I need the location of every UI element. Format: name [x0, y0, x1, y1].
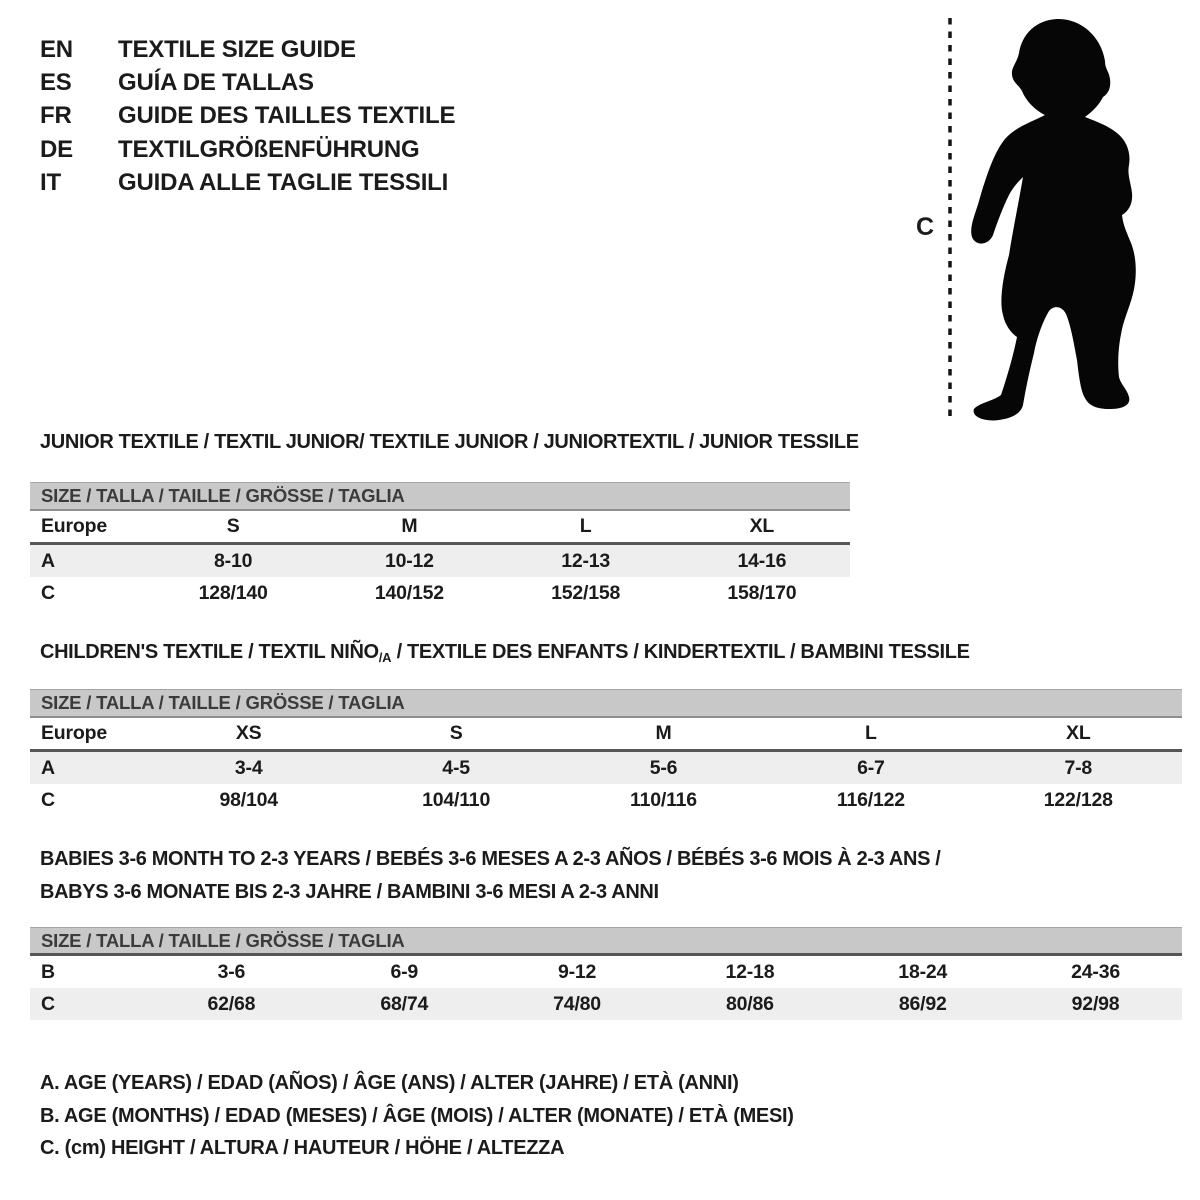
junior-section-title: JUNIOR TEXTILE / TEXTIL JUNIOR/ TEXTILE JUNIOR / JUNIORTEXTIL / JUNIOR TESSILE	[40, 431, 859, 453]
cell-value: 68/74	[380, 992, 429, 1015]
language-code: FR	[40, 102, 72, 130]
language-label: GUIDA ALLE TAGLIE TESSILI	[118, 169, 449, 197]
cell-value: 104/110	[422, 788, 491, 811]
babies-size-table	[30, 927, 1182, 1020]
language-code: IT	[40, 169, 61, 197]
cell-value: 14-16	[737, 549, 787, 572]
junior-size-table	[30, 482, 850, 609]
children-section-title	[40, 641, 970, 665]
babies-title-line2: BABYS 3-6 MONATE BIS 2-3 JAHRE / BAMBINI 3-6 MESI A 2-3 ANNI	[40, 881, 659, 903]
cell-value: 4-5	[442, 756, 470, 779]
cell-value: 5-6	[649, 756, 678, 779]
cell-value: 74/80	[553, 992, 601, 1015]
row-label: C	[41, 992, 55, 1015]
language-row	[40, 33, 455, 66]
row-label: C	[41, 581, 55, 604]
cell-value: 3-6	[217, 960, 246, 983]
col-header: L	[579, 515, 592, 537]
cell-value: 128/140	[198, 581, 268, 604]
cell-value: 18-24	[898, 960, 948, 983]
table-row	[30, 784, 1182, 816]
language-code: EN	[40, 35, 73, 63]
cell-value: 12-13	[561, 549, 611, 572]
size-header-label: SIZE / TALLA / TAILLE / GRÖSSE / TAGLIA	[41, 692, 405, 713]
cell-value: 9-12	[557, 960, 597, 983]
cell-value: 3-4	[234, 756, 263, 779]
size-header-band	[30, 927, 1182, 956]
table-row	[30, 545, 850, 577]
cell-value: 86/92	[898, 992, 947, 1015]
cell-value: 24-36	[1071, 960, 1120, 983]
region-label-cell: Europe	[41, 515, 107, 537]
table-row	[30, 577, 850, 609]
row-label: B	[41, 960, 55, 983]
col-header: XS	[235, 722, 262, 744]
cell-value: 6-9	[390, 960, 419, 983]
babies-title-line1: BABIES 3-6 MONTH TO 2-3 YEARS / BEBÉS 3-6 MESES A 2-3 AÑOS / BÉBÉS 3-6 MOIS À 2-3 ANS /	[40, 848, 941, 870]
cell-value: 10-12	[384, 549, 434, 572]
cell-value: 62/68	[207, 992, 256, 1015]
row-label: A	[41, 756, 55, 779]
size-header-label: SIZE / TALLA / TAILLE / GRÖSSE / TAGLIA	[41, 485, 405, 506]
children-title-post: / TEXTILE DES ENFANTS / KINDERTEXTIL / BAMBINI TESSILE	[391, 641, 970, 663]
cell-value: 122/128	[1043, 788, 1113, 811]
cell-value: 158/170	[727, 581, 797, 604]
language-header-block	[40, 33, 455, 200]
language-code: ES	[40, 69, 72, 97]
table-row	[30, 956, 1182, 988]
table-row	[30, 988, 1182, 1020]
footnote-b: B. AGE (MONTHS) / EDAD (MESES) / ÂGE (MOIS) / ALTER (MONATE) / ETÀ (MESI)	[40, 1104, 794, 1127]
cell-value: 116/122	[836, 788, 905, 811]
cell-value: 80/86	[726, 992, 774, 1015]
language-label: GUIDE DES TAILLES TEXTILE	[118, 102, 456, 130]
cell-value: 98/104	[219, 788, 278, 811]
cell-value: 152/158	[551, 581, 621, 604]
language-row	[40, 167, 455, 200]
cell-value: 6-7	[857, 756, 885, 779]
babies-section-title	[40, 843, 941, 909]
col-header: M	[401, 515, 418, 537]
row-label: A	[41, 549, 55, 572]
size-header-band	[30, 482, 850, 511]
language-label: TEXTILGRÖßENFÜHRUNG	[118, 135, 420, 163]
cell-value: 110/116	[630, 788, 697, 811]
language-row	[40, 100, 455, 133]
language-label: GUÍA DE TALLAS	[118, 69, 314, 97]
col-header: M	[655, 722, 672, 744]
size-header-label: SIZE / TALLA / TAILLE / GRÖSSE / TAGLIA	[41, 929, 405, 951]
col-header: L	[865, 722, 877, 744]
cell-value: 92/98	[1071, 992, 1120, 1015]
cell-value: 140/152	[374, 581, 444, 604]
language-row	[40, 133, 455, 166]
children-title-pre: CHILDREN'S TEXTILE / TEXTIL NIÑO	[40, 641, 379, 663]
table-row	[30, 752, 1182, 784]
language-code: DE	[40, 135, 73, 163]
col-header: XL	[749, 515, 775, 537]
language-label: TEXTILE SIZE GUIDE	[118, 35, 356, 63]
row-label: C	[41, 788, 55, 811]
cell-value: 8-10	[214, 549, 253, 572]
col-header: XL	[1066, 722, 1091, 744]
region-label-cell: Europe	[41, 722, 107, 744]
footnote-c: C. (cm) HEIGHT / ALTURA / HAUTEUR / HÖHE / ALTEZZA	[40, 1137, 565, 1159]
cell-value: 12-18	[725, 960, 775, 983]
children-title-sub: /A	[378, 650, 392, 665]
table-region-row	[30, 511, 850, 545]
language-row	[40, 66, 455, 99]
col-header: S	[449, 722, 463, 744]
size-header-band	[30, 689, 1182, 718]
footnote-a: A. AGE (YEARS) / EDAD (AÑOS) / ÂGE (ANS) / ALTER (JAHRE) / ETÀ (ANNI)	[40, 1072, 739, 1094]
children-size-table	[30, 689, 1182, 816]
figure-height-label: C	[915, 213, 935, 241]
col-header: S	[226, 515, 240, 537]
table-region-row	[30, 718, 1182, 752]
footnotes-block	[40, 1067, 794, 1165]
toddler-silhouette-icon	[971, 19, 1136, 420]
cell-value: 7-8	[1064, 756, 1093, 779]
